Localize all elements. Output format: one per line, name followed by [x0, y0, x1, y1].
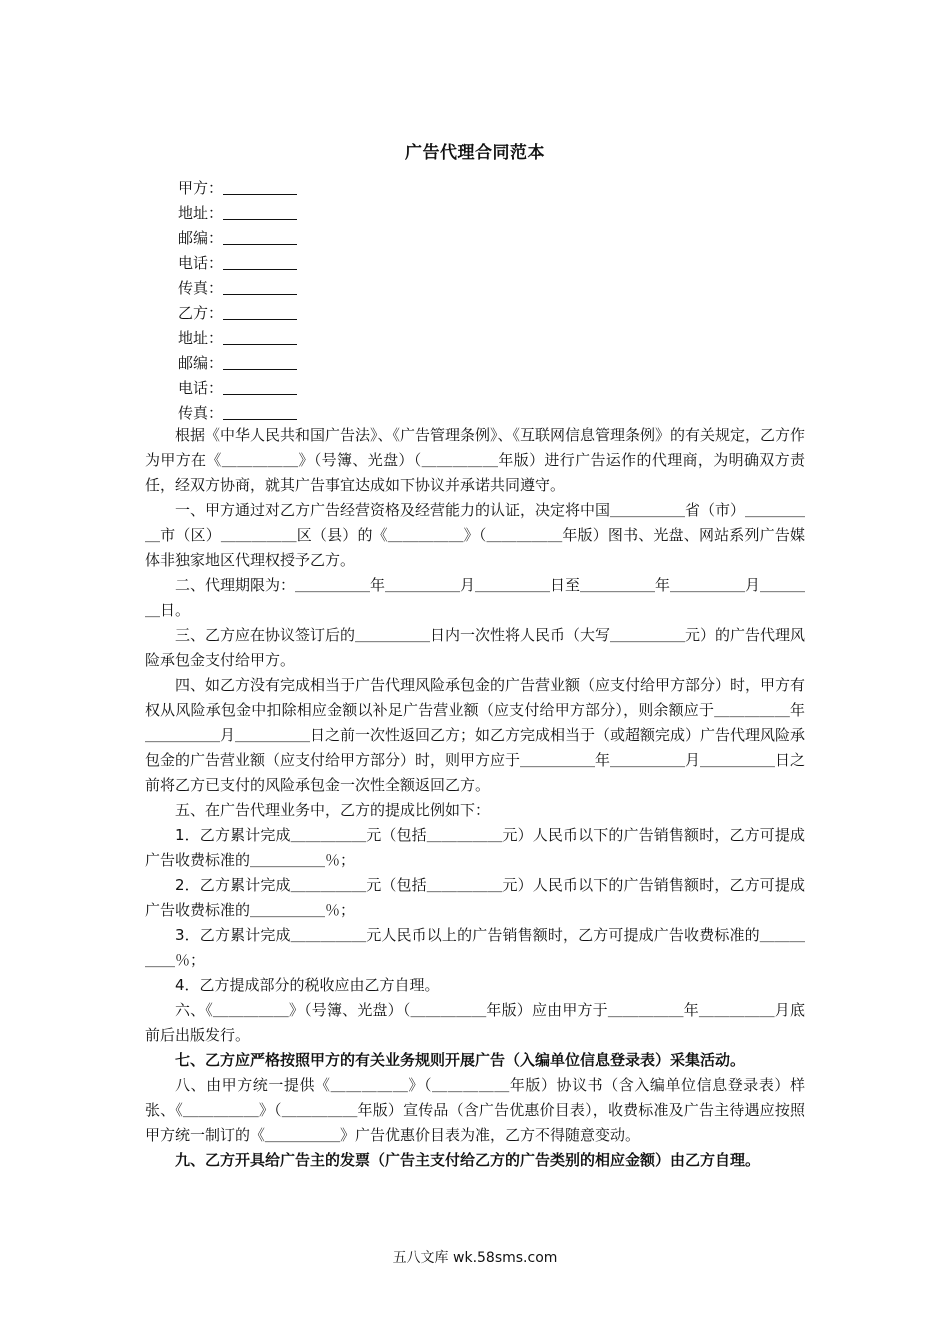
- party-field: [178, 276, 297, 301]
- party-field: [178, 376, 297, 401]
- party-field: [178, 176, 297, 201]
- blank-line: [223, 353, 297, 370]
- paragraph-clause-5: 五、在广告代理业务中，乙方的提成比例如下：: [175, 801, 491, 819]
- party-label: 传真：: [178, 404, 224, 422]
- paragraph-clause-5-item-1: 1．乙方累计完成＿＿＿＿＿元（包括＿＿＿＿＿元）人民币以下的广告销售额时，乙方可提成广告收费标准的＿＿＿＿＿％；: [145, 826, 805, 869]
- paragraph-clause-6: 六、《＿＿＿＿＿》（号簿、光盘）（＿＿＿＿＿年版）应由甲方于＿＿＿＿＿年＿＿＿＿＿月底前后出版发行。: [145, 1001, 805, 1044]
- blank-line: [223, 303, 297, 320]
- party-field: [178, 201, 297, 226]
- party-label: 甲方：: [178, 179, 224, 197]
- party-label: 地址：: [178, 204, 224, 222]
- paragraph-clause-3: 三、乙方应在协议签订后的＿＿＿＿＿日内一次性将人民币（大写＿＿＿＿＿元）的广告代理风险承包金支付给甲方。: [145, 626, 806, 669]
- party-label: 传真：: [178, 279, 224, 297]
- paragraph-clause-4: 四、如乙方没有完成相当于广告代理风险承包金的广告营业额（应支付给甲方部分）时，甲方有权从风险承包金中扣除相应金额以补足广告营业额（应支付给甲方部分），则余额应于＿＿＿＿＿年＿＿＿＿＿月＿＿＿＿＿日之前一次性返回乙方；如乙方完成相当于（或超额完成）广告代理风险承包金的广告营业额（应支付给甲方部分）时，则甲方应于＿＿＿＿＿年＿＿＿＿＿月＿＿＿＿＿日之前将乙方已支付的风险承包金一次性全额返回乙方。: [145, 676, 806, 794]
- contract-body: [145, 423, 805, 1173]
- blank-line: [223, 203, 297, 220]
- paragraph-clause-5-item-4: 4．乙方提成部分的税收应由乙方自理。: [175, 976, 440, 994]
- party-label: 电话：: [178, 254, 224, 272]
- party-field: [178, 301, 297, 326]
- paragraph-clause-1: 一、甲方通过对乙方广告经营资格及经营能力的认证，决定将中国＿＿＿＿＿省（市）＿＿＿＿＿市（区）＿＿＿＿＿区（县）的《＿＿＿＿＿》（＿＿＿＿＿年版）图书、光盘、网站系列广告媒体非独家地区代理权授予乙方。: [145, 501, 806, 569]
- party-label: 邮编：: [178, 229, 224, 247]
- party-field: [178, 351, 297, 376]
- party-field: [178, 251, 297, 276]
- blank-line: [223, 328, 297, 345]
- paragraph-clause-5-item-2: 2．乙方累计完成＿＿＿＿＿元（包括＿＿＿＿＿元）人民币以下的广告销售额时，乙方可提成广告收费标准的＿＿＿＿＿％；: [145, 876, 805, 919]
- party-label: 电话：: [178, 379, 224, 397]
- party-field: [178, 226, 297, 251]
- paragraph-clause-9: 九、乙方开具给广告主的发票（广告主支付给乙方的广告类别的相应金额）由乙方自理。: [175, 1151, 761, 1169]
- paragraph-clause-2: 二、代理期限为：＿＿＿＿＿年＿＿＿＿＿月＿＿＿＿＿日至＿＿＿＿＿年＿＿＿＿＿月＿＿＿＿日。: [145, 576, 806, 619]
- party-label: 地址：: [178, 329, 224, 347]
- blank-line: [223, 278, 297, 295]
- paragraph-preamble: 根据《中华人民共和国广告法》、《广告管理条例》、《互联网信息管理条例》的有关规定，乙方作为甲方在《＿＿＿＿＿》（号簿、光盘）（＿＿＿＿＿年版）进行广告运作的代理商，为明确双方责任，经双方协商，就其广告事宜达成如下协议并承诺共同遵守。: [145, 426, 806, 494]
- paragraph-clause-5-item-3: 3．乙方累计完成＿＿＿＿＿元人民币以上的广告销售额时，乙方可提成广告收费标准的＿＿＿＿＿％；: [145, 926, 805, 969]
- document-title: 广告代理合同范本: [405, 143, 545, 163]
- blank-line: [223, 378, 297, 395]
- blank-line: [223, 403, 297, 420]
- party-field: [178, 326, 297, 351]
- page-footer: 五八文库 wk.58sms.com: [392, 1250, 558, 1266]
- blank-line: [223, 228, 297, 245]
- party-label: 邮编：: [178, 354, 224, 372]
- party-label: 乙方：: [178, 304, 224, 322]
- paragraph-clause-7: 七、乙方应严格按照甲方的有关业务规则开展广告（入编单位信息登录表）采集活动。: [175, 1051, 746, 1069]
- blank-line: [223, 253, 297, 270]
- paragraph-clause-8: 八、由甲方统一提供《＿＿＿＿＿》（＿＿＿＿＿年版）协议书（含入编单位信息登录表）样张、《＿＿＿＿＿》（＿＿＿＿＿年版）宣传品（含广告优惠价目表），收费标准及广告主待遇应按照甲方统一制订的《＿＿＿＿＿》广告优惠价目表为准，乙方不得随意变动。: [145, 1076, 805, 1144]
- blank-line: [223, 178, 297, 195]
